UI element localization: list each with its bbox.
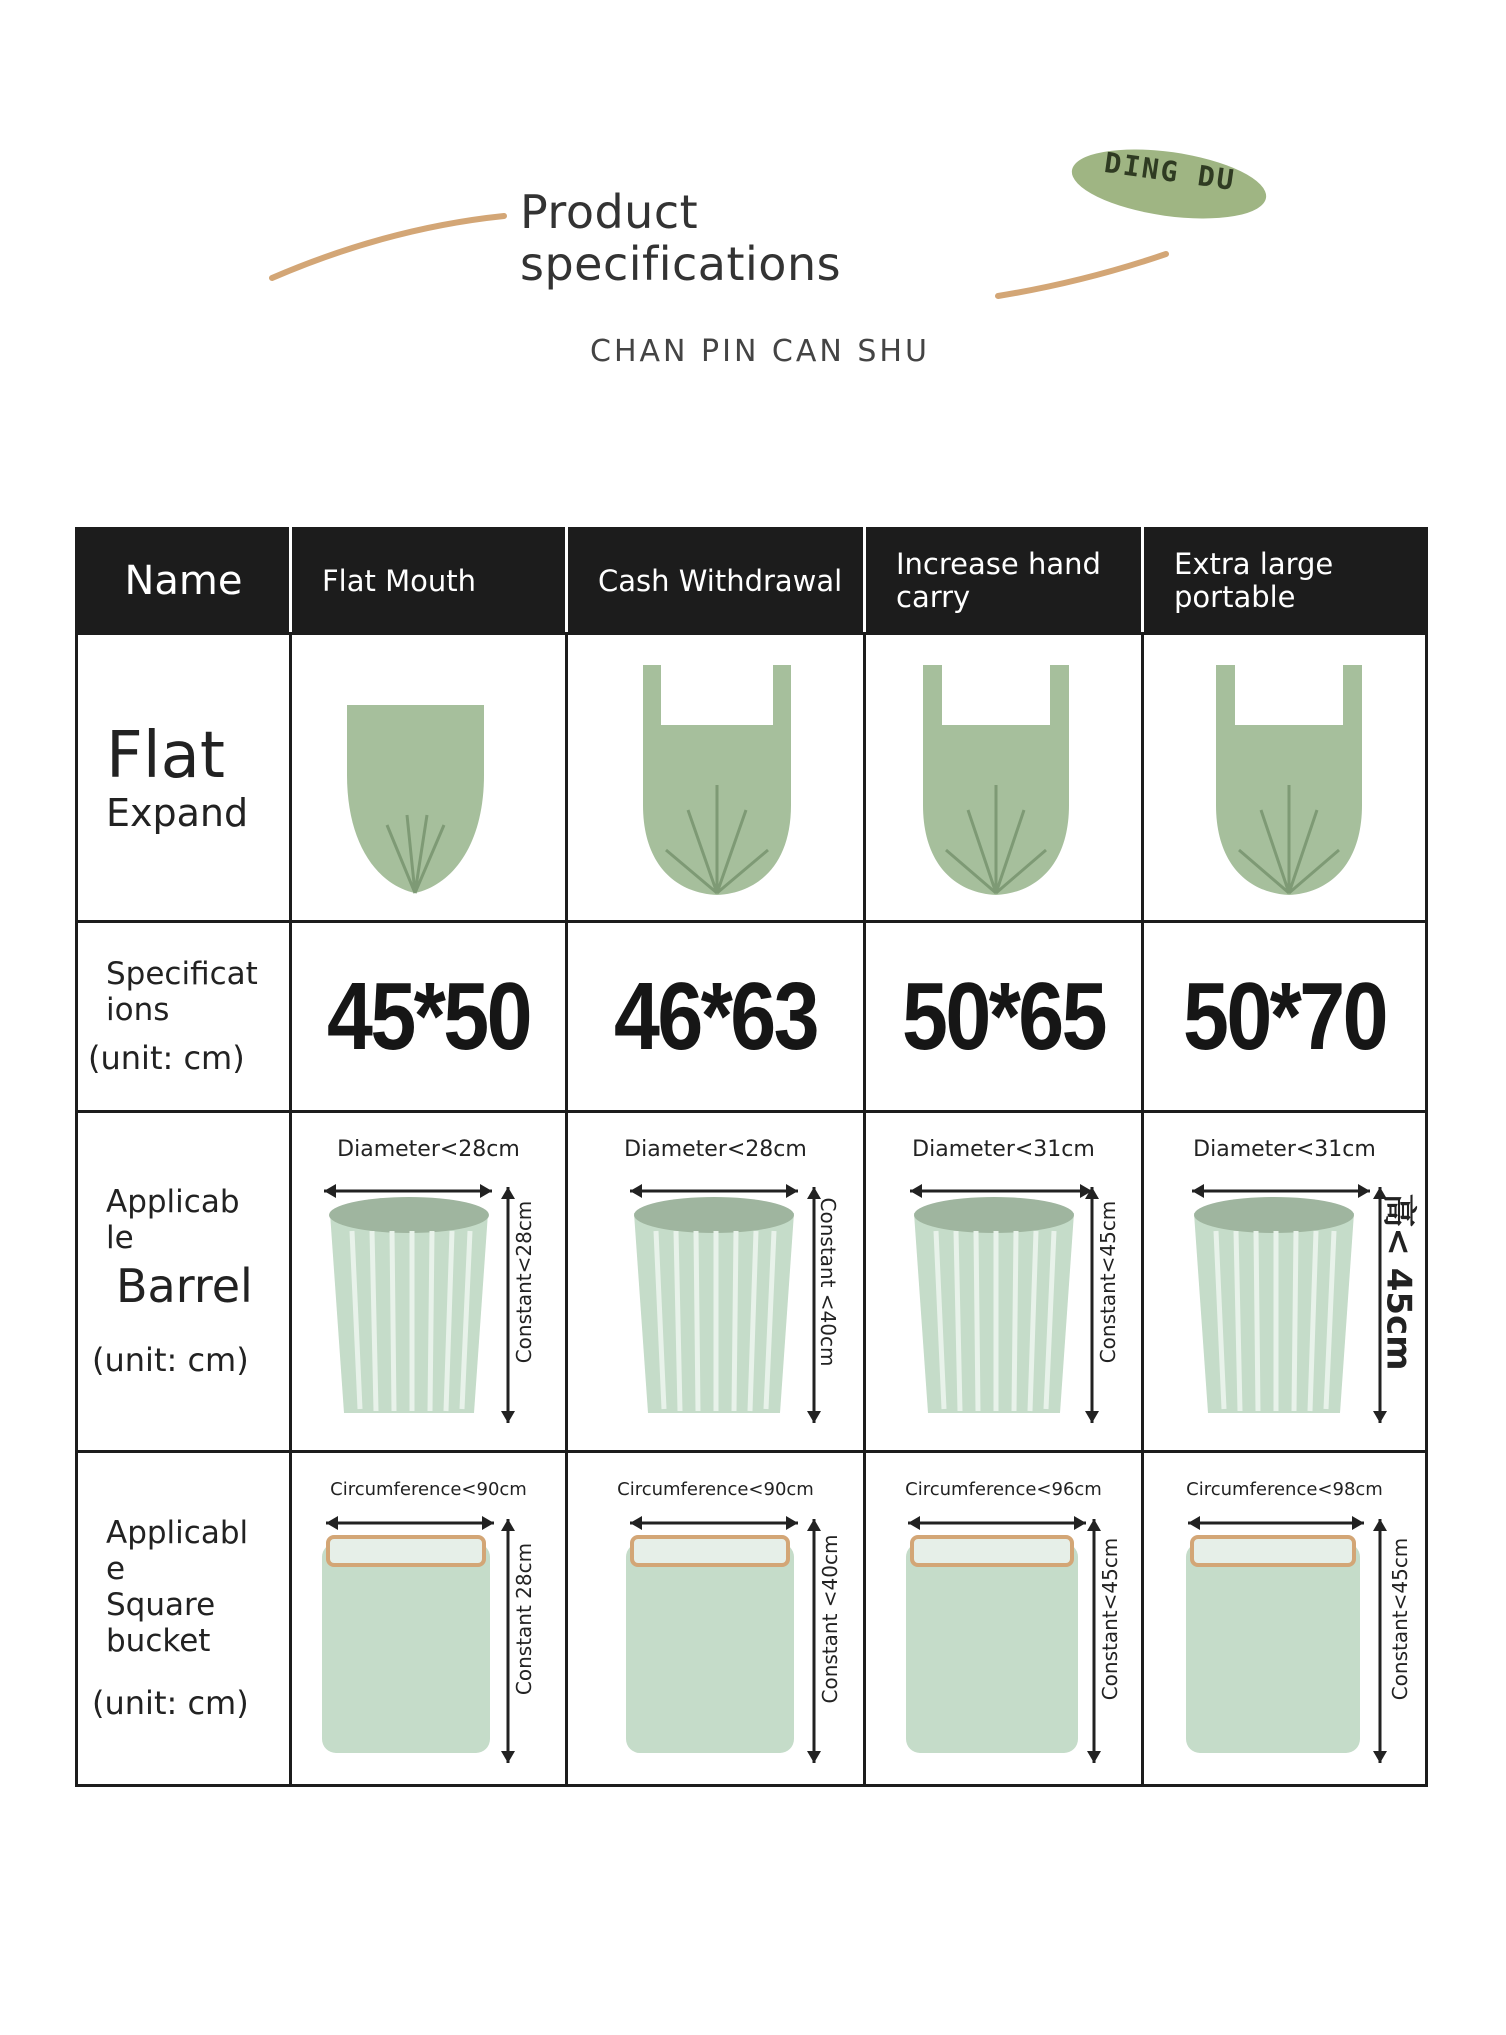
vest-bag-icon xyxy=(568,635,866,923)
circumference-label: Circumference<90cm xyxy=(330,1479,527,1500)
flat-expand-row xyxy=(77,634,1427,922)
column-header-flat-mouth: Flat Mouth xyxy=(291,529,567,634)
barrel-cell xyxy=(1143,1112,1427,1452)
barrel-applicable-text: Applicab le xyxy=(106,1183,240,1256)
height-label: Constant<45cm xyxy=(1096,1200,1120,1363)
circumference-label: Circumference<90cm xyxy=(617,1479,814,1500)
name-header: Name xyxy=(77,529,291,634)
spec-value-cell xyxy=(291,922,567,1112)
height-label: Constant 28cm xyxy=(512,1542,536,1695)
square-bucket-label xyxy=(77,1452,291,1786)
flat-expand-label xyxy=(77,634,291,922)
specifications-label xyxy=(77,922,291,1112)
vest-bag-icon xyxy=(866,635,1144,923)
circumference-label: Circumference<98cm xyxy=(1186,1479,1383,1500)
height-label: Constant<45cm xyxy=(1388,1537,1412,1700)
square-unit: (unit: cm) xyxy=(92,1683,249,1722)
diameter-label: Diameter<31cm xyxy=(1193,1137,1376,1162)
spec-value-cell xyxy=(1143,922,1427,1112)
height-label: Constant<28cm xyxy=(512,1200,536,1363)
specifications-row xyxy=(77,922,1427,1112)
spec-value-cell xyxy=(567,922,865,1112)
square-applicable-text: Applicabl e xyxy=(106,1514,249,1587)
square-bucket-cell xyxy=(567,1452,865,1786)
extra-large-portable-bag-cell xyxy=(1143,634,1427,922)
brand-logo-text: DING DU xyxy=(1102,145,1238,198)
height-label: Constant <40cm xyxy=(818,1534,842,1703)
page-subtitle: CHAN PIN CAN SHU xyxy=(590,334,930,369)
square-bucket-cell xyxy=(1143,1452,1427,1786)
header-row xyxy=(77,529,1427,634)
diameter-label: Diameter<28cm xyxy=(337,1137,520,1162)
page-title: Product specifications xyxy=(520,185,842,291)
column-header-increase-hand-carry: Increase hand carry xyxy=(865,529,1143,634)
expand-label: Expand xyxy=(106,790,249,835)
spec-value: 50*70 xyxy=(1183,962,1386,1070)
height-label: 高< 45cm xyxy=(1378,1192,1419,1371)
spec-value: 46*63 xyxy=(614,962,817,1070)
circumference-label: Circumference<96cm xyxy=(905,1479,1102,1500)
right-decor-line xyxy=(994,246,1194,306)
flat-label: Flat xyxy=(106,718,225,793)
spec-value: 45*50 xyxy=(327,962,530,1070)
height-label: Constant<45cm xyxy=(1098,1537,1122,1700)
column-header-cash-withdrawal: Cash Withdrawal xyxy=(567,529,865,634)
height-label: Constant <40cm xyxy=(816,1197,840,1366)
spec-value: 50*65 xyxy=(902,962,1105,1070)
flat-mouth-bag-cell xyxy=(291,634,567,922)
square-bucket-text: Square bucket xyxy=(106,1586,216,1659)
cash-withdrawal-bag-cell xyxy=(567,634,865,922)
spec-table xyxy=(75,527,1428,1787)
square-bucket-cell xyxy=(291,1452,567,1786)
square-bucket-cell xyxy=(865,1452,1143,1786)
barrel-label xyxy=(77,1112,291,1452)
left-decor-line xyxy=(268,208,528,288)
vest-bag-icon xyxy=(1144,635,1428,923)
diameter-label: Diameter<28cm xyxy=(624,1137,807,1162)
column-header-extra-large-portable: Extra large portable xyxy=(1143,529,1427,634)
increase-hand-carry-bag-cell xyxy=(865,634,1143,922)
spec-value-cell xyxy=(865,922,1143,1112)
square-bucket-row xyxy=(77,1452,1427,1786)
flat-bag-icon xyxy=(292,635,568,923)
barrel-cell xyxy=(567,1112,865,1452)
barrel-cell xyxy=(291,1112,567,1452)
barrel-row xyxy=(77,1112,1427,1452)
barrel-unit: (unit: cm) xyxy=(92,1340,249,1379)
barrel-text: Barrel xyxy=(116,1258,253,1313)
barrel-cell xyxy=(865,1112,1143,1452)
specifications-unit: (unit: cm) xyxy=(88,1038,245,1077)
square-bucket-icon xyxy=(1144,1453,1428,1787)
specifications-text: Specificat ions xyxy=(106,955,258,1028)
diameter-label: Diameter<31cm xyxy=(912,1137,1095,1162)
